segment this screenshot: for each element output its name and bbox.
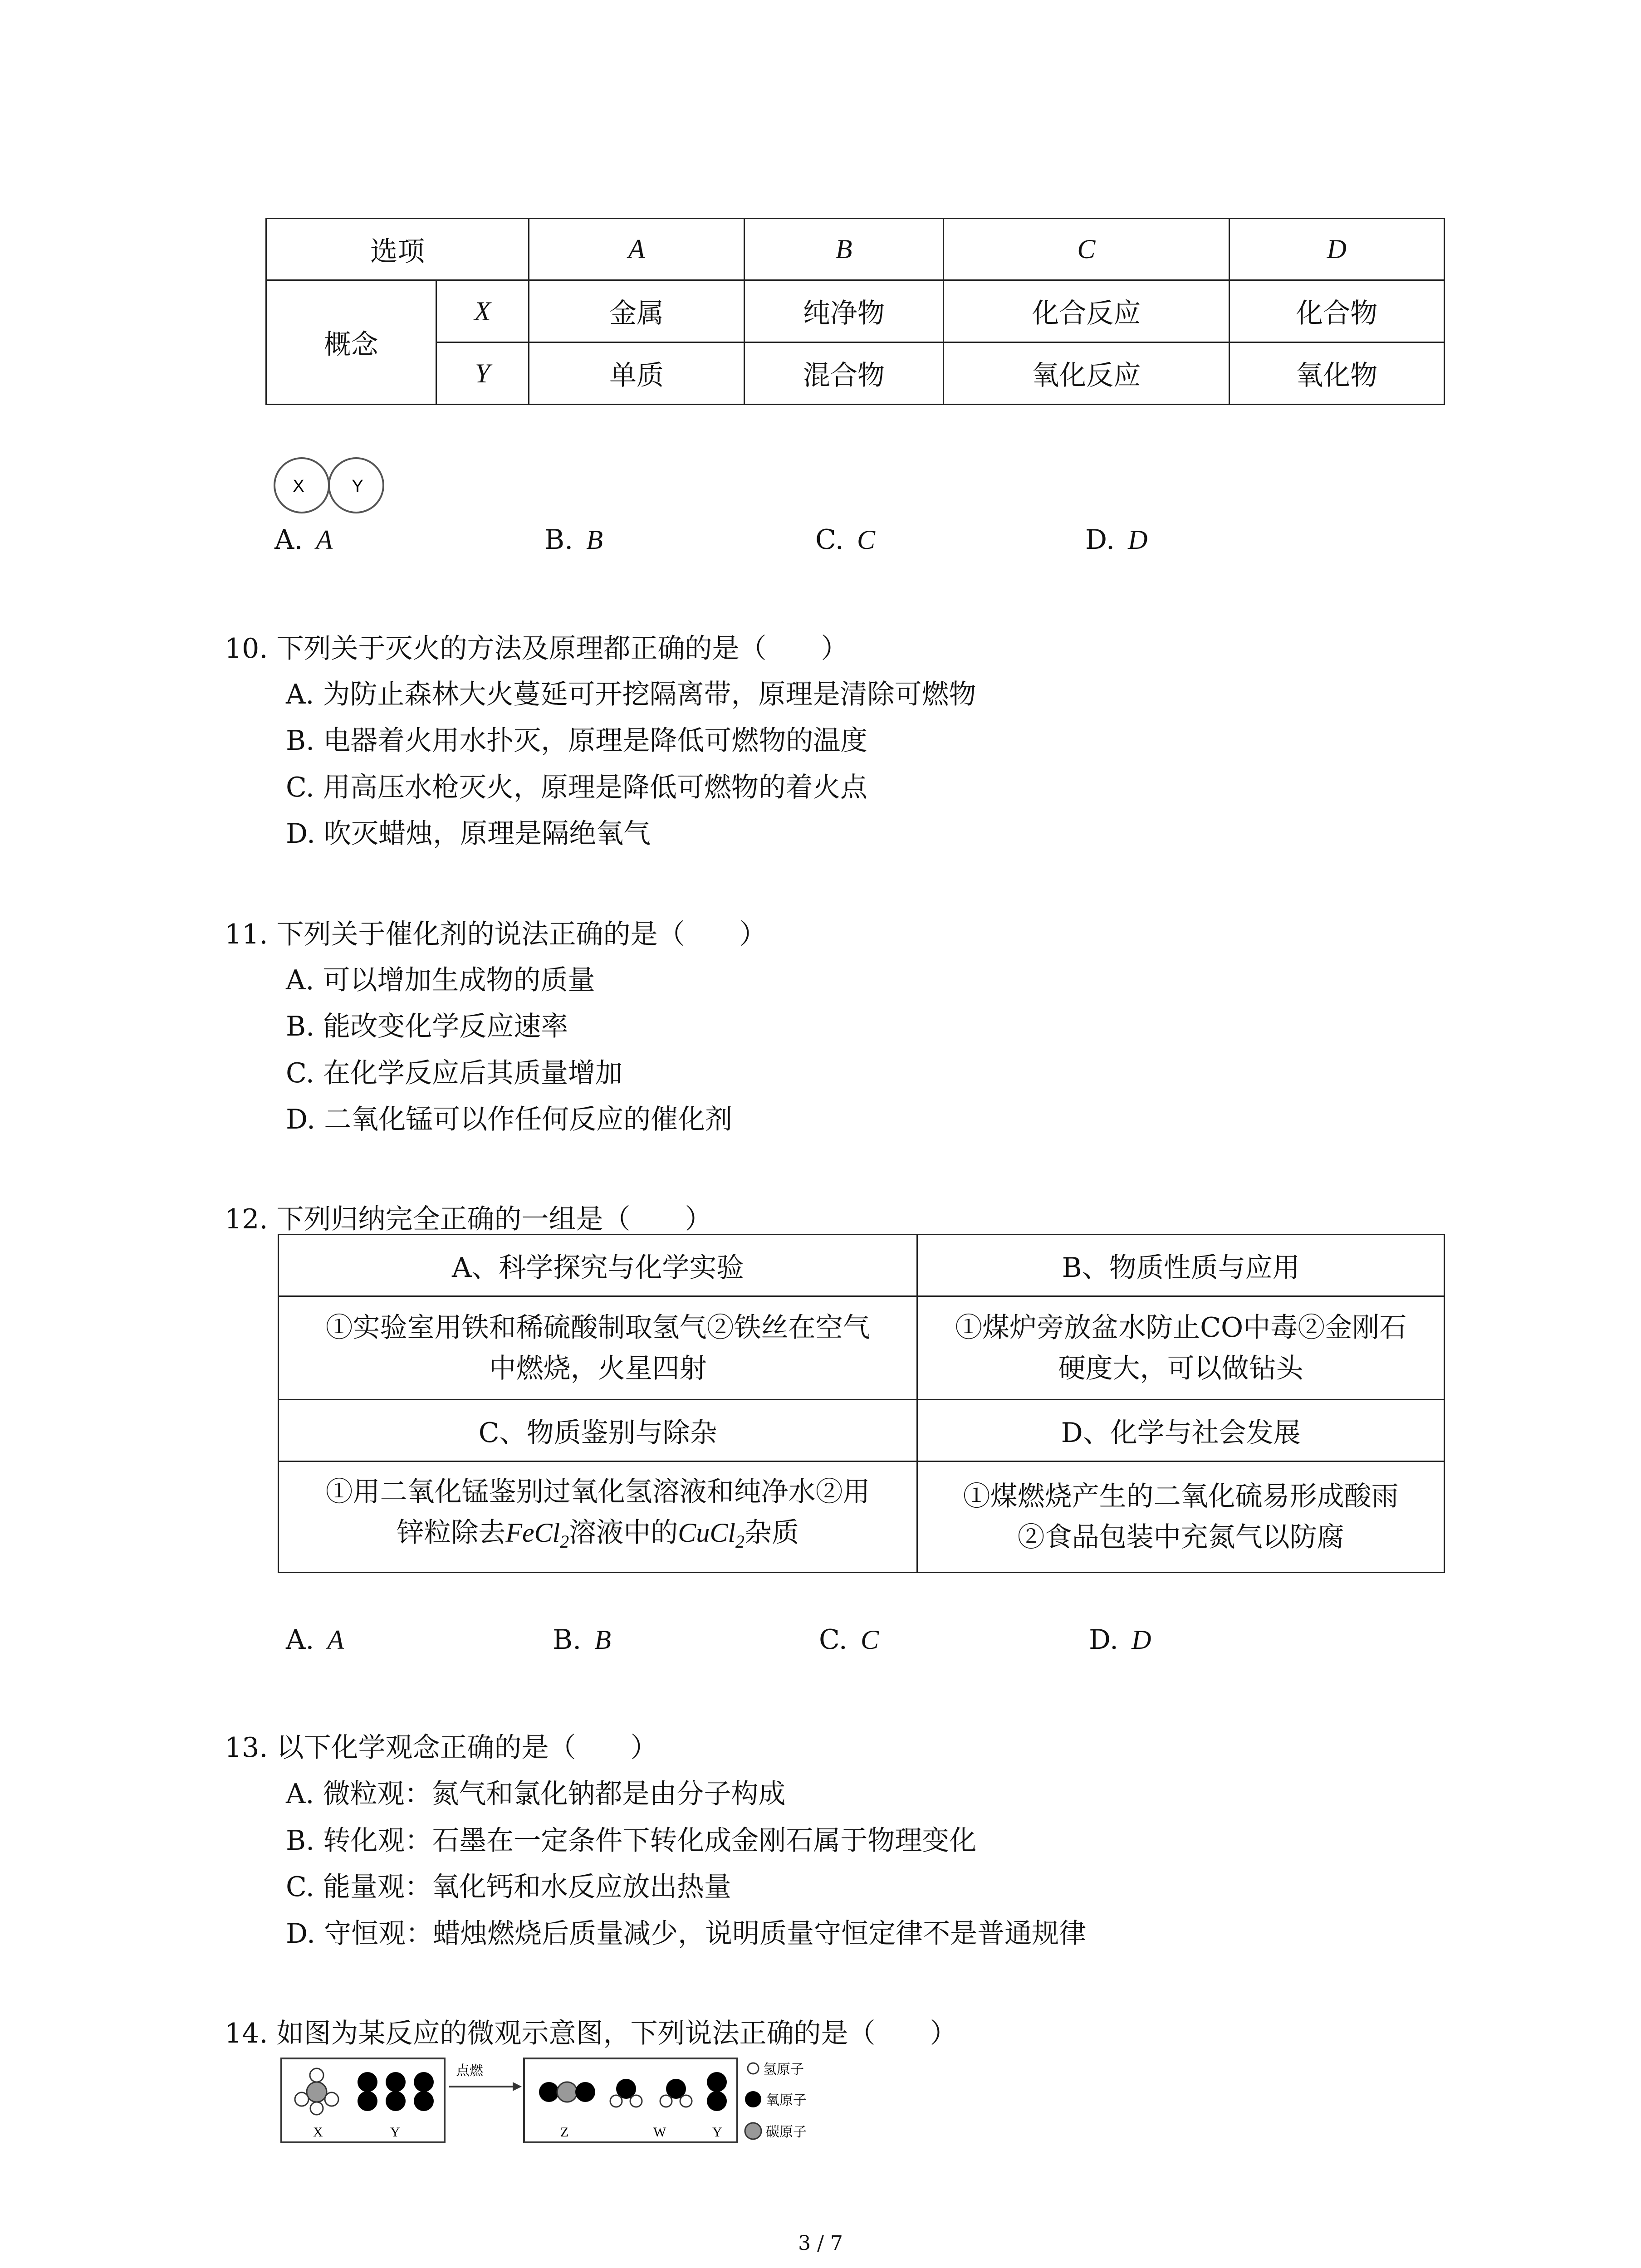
q13-option-b[interactable]: B. 转化观：石墨在一定条件下转化成金刚石属于物理变化 bbox=[286, 1825, 977, 1857]
q9-cell: 氧化反应 bbox=[944, 342, 1229, 405]
q9-header-option: 选项 bbox=[266, 219, 529, 280]
carbon-dioxide-molecule bbox=[539, 2082, 595, 2102]
q12-a-body: ①实验室用铁和稀硫酸制取氢气②铁丝在空气 中燃烧，火星四射 bbox=[279, 1296, 917, 1400]
q11-stem: 11. 下列关于催化剂的说法正确的是（ ） bbox=[225, 919, 767, 950]
q13-option-a[interactable]: A. 微粒观：氮气和氯化钠都是由分子构成 bbox=[286, 1778, 786, 1810]
q9-cell: 氧化物 bbox=[1229, 342, 1445, 405]
q9-cell: 纯净物 bbox=[744, 280, 943, 342]
q12-option-d[interactable]: D. D bbox=[1089, 1624, 1151, 1656]
q9-option-c[interactable]: C. C bbox=[815, 524, 875, 556]
q9-venn-diagram bbox=[268, 454, 390, 517]
q12-stem: 12. 下列归纳完全正确的一组是（ ） bbox=[225, 1203, 712, 1235]
q9-cell: 化合物 bbox=[1229, 280, 1445, 342]
q13-stem: 13. 以下化学观念正确的是（ ） bbox=[225, 1732, 658, 1764]
q10-option-b[interactable]: B. 电器着火用水扑灭，原理是降低可燃物的温度 bbox=[286, 725, 868, 757]
q9-option-b[interactable]: B. B bbox=[544, 524, 603, 556]
q9-row-var: X bbox=[436, 280, 529, 342]
q9-cell: 金属 bbox=[529, 280, 744, 342]
q12-option-a[interactable]: A. A bbox=[286, 1624, 344, 1656]
q12-b-title: B、物质性质与应用 bbox=[917, 1235, 1445, 1296]
diagram-label-y-right: Y bbox=[712, 2125, 722, 2140]
venn-label-y: Y bbox=[352, 477, 363, 496]
q12-summary-table bbox=[278, 1234, 1445, 1573]
arrow-label: 点燃 bbox=[456, 2063, 483, 2079]
q12-option-c[interactable]: C. C bbox=[819, 1624, 879, 1656]
q14-stem: 14. 如图为某反应的微观示意图，下列说法正确的是（ ） bbox=[225, 2018, 957, 2049]
q9-option-a[interactable]: A. A bbox=[274, 524, 333, 556]
q9-group-label: 概念 bbox=[266, 280, 436, 405]
q12-c-body: ①用二氧化锰鉴别过氧化氢溶液和纯净水②用 锌粒除去FeCl$_2$溶液中的CuCl$_2$杂质 bbox=[279, 1461, 917, 1573]
atom-legend bbox=[745, 2062, 807, 2140]
legend-oxygen: 氧原子 bbox=[766, 2092, 807, 2108]
q9-header-a: A bbox=[529, 219, 744, 280]
q9-header-c: C bbox=[944, 219, 1229, 280]
q12-c-title: C、物质鉴别与除杂 bbox=[279, 1400, 917, 1461]
diagram-label-w: W bbox=[653, 2125, 666, 2140]
q10-option-a[interactable]: A. 为防止森林大火蔓延可开挖隔离带，原理是清除可燃物 bbox=[286, 679, 976, 710]
q11-option-b[interactable]: B. 能改变化学反应速率 bbox=[286, 1011, 568, 1042]
diagram-label-z: Z bbox=[560, 2125, 569, 2140]
q9-row-var: Y bbox=[436, 342, 529, 405]
q11-option-a[interactable]: A. 可以增加生成物的质量 bbox=[286, 964, 595, 996]
q12-b-body: ①煤炉旁放盆水防止CO中毒②金刚石 硬度大，可以做钻头 bbox=[917, 1296, 1445, 1400]
q12-option-b[interactable]: B. B bbox=[553, 1624, 611, 1656]
legend-hydrogen: 氢原子 bbox=[763, 2062, 804, 2077]
q11-option-c[interactable]: C. 在化学反应后其质量增加 bbox=[286, 1057, 622, 1089]
oxygen-molecule-remaining bbox=[707, 2072, 727, 2111]
q9-header-b: B bbox=[744, 219, 943, 280]
venn-label-x: X bbox=[293, 477, 304, 496]
oxygen-molecules bbox=[358, 2072, 434, 2111]
diagram-label-y-left: Y bbox=[390, 2125, 400, 2140]
q12-d-body: ①煤燃烧产生的二氧化硫易形成酸雨 ②食品包装中充氮气以防腐 bbox=[917, 1461, 1445, 1573]
q9-header-d: D bbox=[1229, 219, 1445, 280]
q11-option-d[interactable]: D. 二氧化锰可以作任何反应的催化剂 bbox=[286, 1104, 733, 1135]
q9-cell: 化合反应 bbox=[944, 280, 1229, 342]
water-molecule-2 bbox=[660, 2079, 692, 2107]
q10-option-c[interactable]: C. 用高压水枪灭火，原理是降低可燃物的着火点 bbox=[286, 772, 867, 803]
q12-a-title: A、科学探究与化学实验 bbox=[279, 1235, 917, 1296]
q13-option-c[interactable]: C. 能量观：氧化钙和水反应放出热量 bbox=[286, 1871, 731, 1903]
q9-cell: 单质 bbox=[529, 342, 744, 405]
legend-carbon: 碳原子 bbox=[766, 2124, 807, 2140]
q13-option-d[interactable]: D. 守恒观：蜡烛燃烧后质量减少，说明质量守恒定律不是普通规律 bbox=[286, 1918, 1087, 1950]
q10-stem: 10. 下列关于灭火的方法及原理都正确的是（ ） bbox=[225, 633, 848, 665]
q9-concept-table bbox=[265, 218, 1445, 405]
page-number: 3 / 7 bbox=[798, 2232, 843, 2255]
diagram-label-x: X bbox=[313, 2125, 323, 2140]
q14-reaction-diagram bbox=[277, 2050, 889, 2150]
q9-cell: 混合物 bbox=[744, 342, 943, 405]
q12-d-title: D、化学与社会发展 bbox=[917, 1400, 1445, 1461]
q10-option-d[interactable]: D. 吹灭蜡烛，原理是隔绝氧气 bbox=[286, 818, 651, 850]
methane-molecule bbox=[295, 2068, 338, 2115]
q9-option-d[interactable]: D. D bbox=[1085, 524, 1148, 556]
water-molecule-1 bbox=[610, 2079, 642, 2107]
